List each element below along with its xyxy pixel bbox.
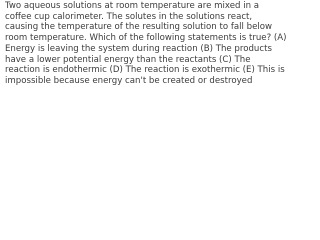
question-line: Energy is leaving the system during reaction (B) The products [5, 43, 272, 54]
question-line: room temperature. Which of the following statements is true? (A) [5, 33, 287, 44]
question-line: coffee cup calorimeter. The solutes in the solutions react, [5, 11, 253, 22]
question-line: impossible because energy can't be created or destroyed [5, 75, 253, 86]
question-line: causing the temperature of the resulting solution to fall below [5, 22, 273, 33]
question-line: have a lower potential energy than the reactants (C) The [5, 54, 251, 65]
question-text [5, 1, 287, 87]
question-line: Two aqueous solutions at room temperature are mixed in a [5, 1, 260, 11]
question-line: reaction is endothermic (D) The reaction is exothermic (E) This is [5, 65, 285, 76]
